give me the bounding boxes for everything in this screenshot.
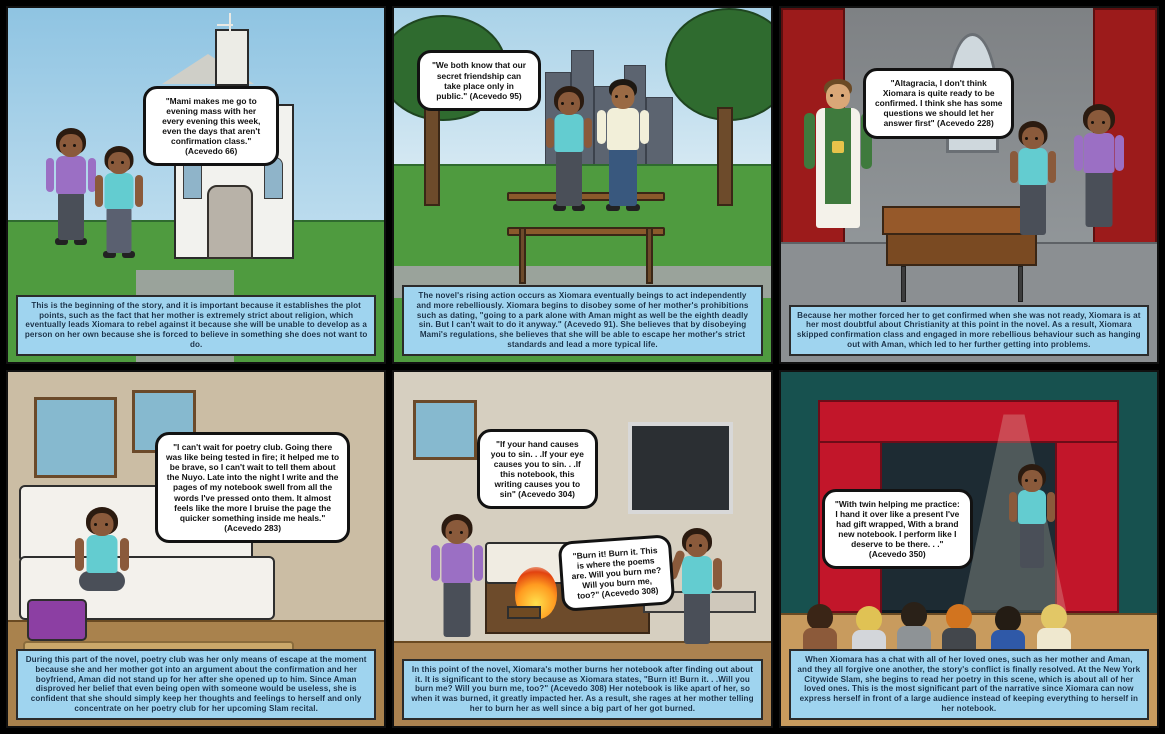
priest-stole: [825, 108, 851, 204]
speech-bubble-xiomara: "With twin helping me practice: I hand it over like a present I've had gift wrapped, With a brand new notebook. I perform like I deserve to be there. . ." (Acevedo 350): [822, 489, 973, 569]
wall-picture: [413, 400, 477, 460]
character-xiomara: [1006, 121, 1060, 256]
storyboard-panel-6[interactable]: [779, 370, 1159, 728]
character-xiomara: [669, 528, 725, 663]
speech-bubble-aman: "We both know that our secret friendship can take place only in public." (Acevedo 95): [417, 50, 541, 110]
tree-trunk-right: [717, 107, 733, 206]
panel-caption: Because her mother forced her to get confirmed when she was not ready, Xiomara is at her most doubtful about Christianity at this point in the novel. As a result, Xiomara skipped confirmation class and engaged in more rebellious behaviour such as hanging out with Aman, which led to her further getting into problems.: [789, 305, 1149, 356]
character-mami: [1070, 104, 1128, 252]
coffin-stand: [1018, 266, 1023, 301]
speech-bubble-xiomara: "Burn it! Burn it. This is where the poems are. Will you burn me? Will you burn me, too?" (Acevedo 308): [558, 535, 676, 613]
stage-curtain-valance: [818, 400, 1119, 442]
wall-picture: [34, 397, 117, 478]
tree-trunk-left: [424, 100, 440, 206]
storyboard-panel-2[interactable]: [392, 6, 772, 364]
priest-cross-icon: [832, 141, 844, 153]
coffin-stand: [901, 266, 906, 301]
speech-bubble-priest: "Altagracia, I don't think Xiomara is quite ready to be confirmed. I think she has some questions we should let her answer first" (Acevedo 228): [863, 68, 1014, 138]
scene-church-interior: [781, 8, 1157, 362]
burning-notebook: [507, 606, 541, 619]
scene-living-room: [8, 372, 384, 726]
park-bench-seat: [507, 227, 665, 236]
speech-bubble-xiomara: "Mami makes me go to evening mass with her every evening this week, even the days that aren't confirmation class." (Acevedo 66): [143, 86, 278, 166]
panel-caption: In this point of the novel, Xiomara's mother burns her notebook after finding out about it. It is significant to the story because as Xiomara states, "Burn it! Burn it. . .Will you burn me? Will you burn me, too?" (Acevedo 308) Her notebook is like apart of her, so when it was burned, it greatly impacted her. As a result, she rages at her mother telling her to burn her as well since a big part of her got burned.: [402, 659, 762, 720]
scene-poetry-slam-stage: [781, 372, 1157, 726]
storyboard-panel-3[interactable]: [779, 6, 1159, 364]
church-door: [207, 185, 252, 259]
character-xiomara: [72, 507, 132, 637]
scene-park: [394, 8, 770, 362]
scene-bedroom: [394, 372, 770, 726]
legs-crossed: [79, 571, 125, 591]
character-aman: [594, 79, 652, 225]
park-bench-leg: [519, 227, 526, 284]
character-mami: [428, 514, 486, 659]
speech-bubble-mami: "If your hand causes you to sin. . .If your eye causes you to sin. . .If this notebook, this writing causes you to sin" (Acevedo 304): [477, 429, 597, 509]
storyboard-panel-5[interactable]: [392, 370, 772, 728]
character-xiomara: [1006, 464, 1058, 582]
panel-caption: The novel's rising action occurs as Xiomara eventually beings to act independently and more rebelliously. Xiomara begins to disobey some of her mother's prohibitions such as dating, "going to a park alone with Aman might as well be the eighth deadly sin. But I can't wait to do it anyway." (Acevedo 91). She believes that by disobeying Mami's regulations, she believes that she will be able to escape her mother's strict standards and lead a more typical life.: [402, 285, 762, 356]
church-steeple: [215, 29, 249, 86]
storyboard-panel-1[interactable]: [6, 6, 386, 364]
speech-bubble-xiomara: "I can't wait for poetry club. Going there was like being tested in fire; it helped me to be brave, so I can't wait to tell them about the Nuyo. Late into the night I write and the pages of my notebook swell from all the words I've pressed onto them. It almost feels like the more I bruise the page the quicker something inside me heals." (Acevedo 283): [155, 432, 351, 543]
storyboard-panel-4[interactable]: [6, 370, 386, 728]
cross-bar: [217, 24, 233, 26]
panel-caption: This is the beginning of the story, and it is important because it establishes the plot points, such as the fact that her mother is extremely strict about religion, which eventually leads Xiomara to rebel against it because she will be unable to develop as a person on her own because she is forced to believe in something she does not want to do.: [16, 295, 376, 356]
television: [628, 422, 733, 514]
park-bench-leg: [646, 227, 653, 284]
character-xiomara: [541, 86, 597, 226]
scene-church-exterior: [8, 8, 384, 362]
panel-caption: During this part of the novel, poetry club was her only means of escape at the moment because she and her mother got into an argument about the confirmation and her boyfriend, Aman did not stand up for her after she opened up to him. Since Aman disproved her belief that even being open with someone would be useless, she is confident that she should simply keep her thoughts and feelings to herself and only concentrate on her poetry club for her upcoming Slam recital.: [16, 649, 376, 720]
character-xiomara: [91, 146, 147, 268]
panel-caption: When Xiomara has a chat with all of her loved ones, such as her mother and Aman, and they all forgive one another, the story's conflict is finally resolved. At the New York Citywide Slam, she begins to read her poetry in this scene, which is about all of her loved ones. This is the most significant part of the narrative since Xiomara can now express herself in front of a large audience instead of keeping everything to herself in her notebook.: [789, 649, 1149, 720]
